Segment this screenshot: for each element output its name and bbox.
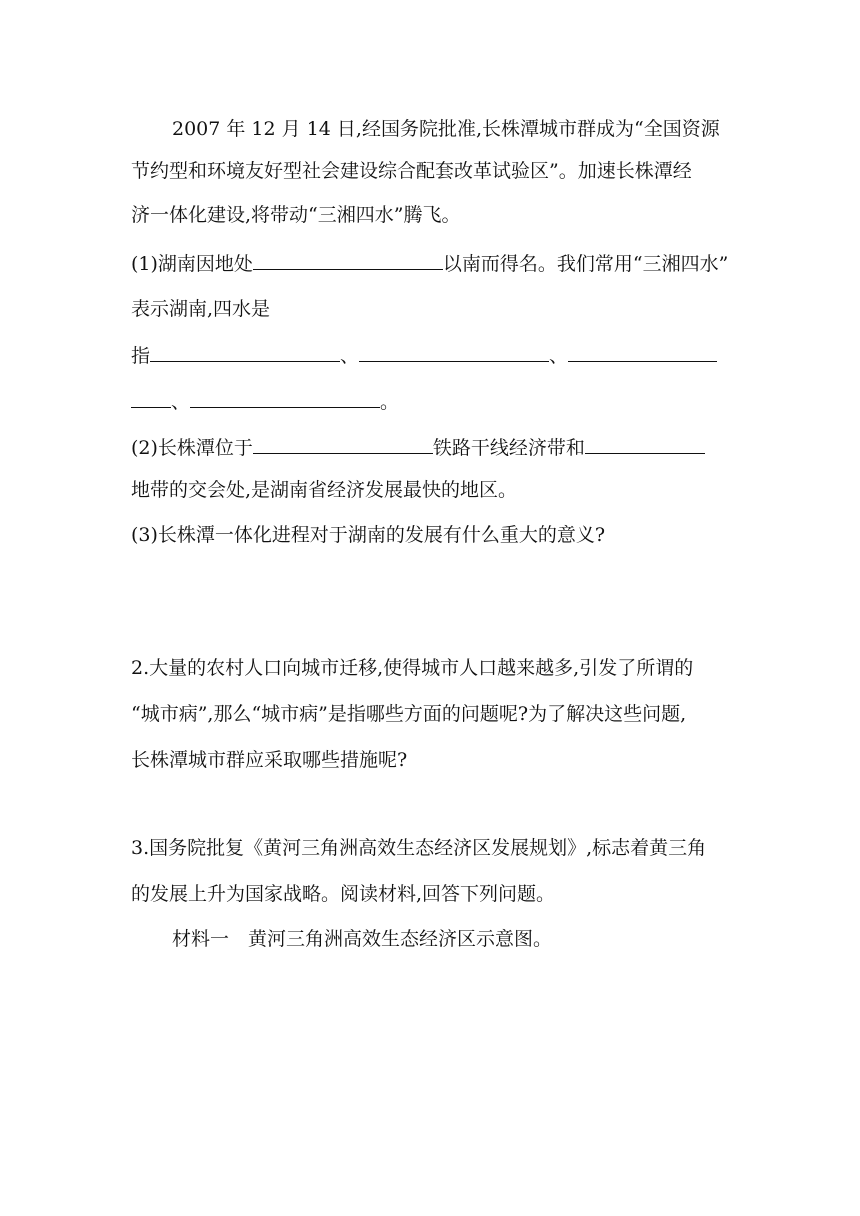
- question-3: (3)长株潭一体化进程对于湖南的发展有什么重大的意义?: [131, 524, 606, 546]
- question-2-mid: 铁路干线经济带和: [432, 437, 585, 459]
- question-1-suffix: 以南而得名。我们常用“三湘四水”: [442, 253, 729, 275]
- answer-blank-river-3[interactable]: [568, 343, 717, 362]
- answer-blank-river-1[interactable]: [150, 343, 340, 362]
- line-end: 。: [380, 391, 400, 413]
- problem-3-line-2: 的发展上升为国家战略。阅读材料,回答下列问题。: [131, 883, 556, 905]
- question-1-zhi: 指: [131, 345, 151, 367]
- question-1-line-1: [131, 251, 728, 276]
- question-1-line-3: [131, 343, 717, 368]
- material-1-caption: 材料一 黄河三角洲高效生态经济区示意图。: [172, 928, 553, 950]
- separator: 、: [549, 345, 569, 367]
- intro-line-1: 2007 年 12 月 14 日,经国务院批准,长株潭城市群成为“全国资源: [172, 118, 720, 140]
- problem-2-line-1: 2.大量的农村人口向城市迁移,使得城市人口越来越多,引发了所谓的: [131, 657, 694, 679]
- separator: 、: [340, 345, 360, 367]
- question-1-line-4: [131, 389, 399, 414]
- question-2-prefix: (2)长株潭位于: [131, 437, 253, 459]
- intro-line-2: 节约型和环境友好型社会建设综合配套改革试验区”。加速长株潭经: [131, 160, 692, 182]
- answer-blank-railway[interactable]: [253, 435, 433, 454]
- question-2-line-1: [131, 435, 705, 460]
- intro-line-3: 济一体化建设,将带动“三湘四水”腾飞。: [131, 204, 461, 226]
- question-2-line-2: 地带的交会处,是湖南省经济发展最快的地区。: [131, 479, 518, 501]
- question-1-prefix: (1)湖南因地处: [131, 253, 253, 275]
- answer-blank-river-2[interactable]: [359, 343, 549, 362]
- answer-blank-river-3-continued[interactable]: [131, 389, 171, 408]
- problem-3-line-1: 3.国务院批复《黄河三角洲高效生态经济区发展规划》,标志着黄三角: [131, 837, 707, 859]
- problem-2-line-3: 长株潭城市群应采取哪些措施呢?: [131, 749, 408, 771]
- separator: 、: [171, 391, 191, 413]
- problem-2-line-2: “城市病”,那么“城市病”是指哪些方面的问题呢?为了解决这些问题,: [131, 703, 687, 725]
- answer-blank-zone[interactable]: [585, 435, 705, 454]
- answer-blank-river-4[interactable]: [190, 389, 380, 408]
- question-1-line-2: 表示湖南,四水是: [131, 298, 271, 320]
- answer-blank-location[interactable]: [253, 251, 443, 270]
